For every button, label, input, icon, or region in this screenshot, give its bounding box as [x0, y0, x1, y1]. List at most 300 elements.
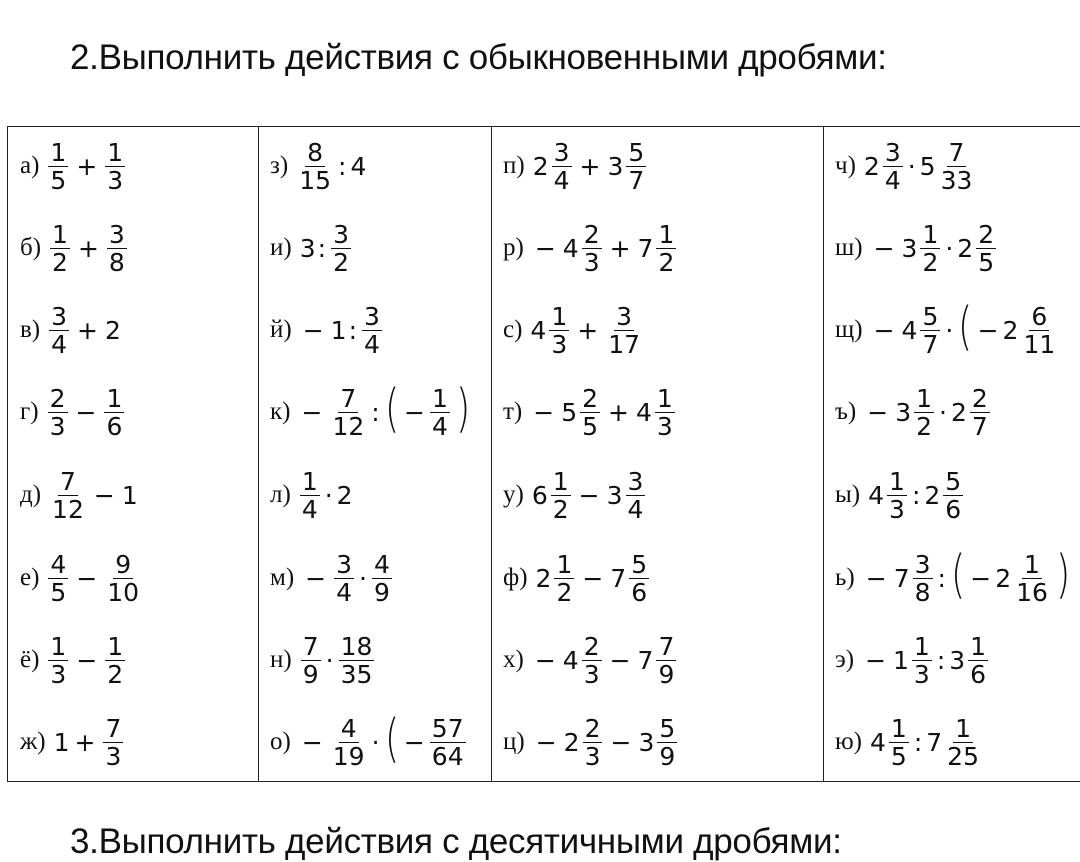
operator: :	[317, 233, 327, 263]
fraction-denominator: 15	[299, 165, 332, 195]
fraction-numerator: 1	[431, 383, 448, 413]
fraction-denominator: 19	[332, 741, 365, 771]
exercise-label: ъ)	[835, 398, 857, 425]
operator: −	[534, 645, 556, 675]
fraction	[582, 221, 602, 276]
exercise-label: н)	[270, 646, 292, 673]
fraction	[626, 468, 646, 523]
fraction-numerator: 5	[922, 301, 939, 331]
fraction-denominator: 6	[631, 577, 648, 607]
whole-number: 3	[607, 151, 624, 181]
operator: −	[305, 563, 327, 593]
fraction	[48, 139, 68, 194]
exercise-label: ч)	[835, 152, 856, 179]
exercise-item	[20, 537, 144, 619]
fraction-denominator: 2	[922, 247, 939, 277]
fraction	[920, 221, 940, 276]
operator: ·	[945, 315, 954, 345]
fraction	[49, 303, 69, 358]
fraction-numerator: 2	[971, 383, 988, 413]
exercise-item	[503, 701, 680, 781]
operator: ·	[359, 563, 367, 593]
fraction	[887, 468, 907, 523]
fraction-numerator: 1	[552, 466, 569, 496]
fraction-numerator: 5	[631, 549, 648, 579]
fraction	[372, 551, 392, 606]
fraction	[913, 551, 933, 606]
exercise-label: й)	[270, 316, 292, 343]
operator: −	[609, 645, 631, 675]
exercise-item	[20, 371, 127, 453]
operator: −	[76, 563, 98, 593]
fraction-numerator: 3	[108, 219, 125, 249]
exercise-item	[20, 207, 130, 289]
fraction-denominator: 3	[584, 741, 601, 771]
fraction-denominator: 3	[105, 741, 122, 771]
exercise-table	[7, 126, 1080, 782]
fraction-numerator: 5	[945, 466, 962, 496]
operator: −	[865, 645, 887, 675]
operator: ·	[945, 233, 954, 263]
fraction-numerator: 1	[922, 219, 939, 249]
fraction-numerator: 6	[1031, 301, 1048, 331]
fraction-denominator: 3	[889, 494, 905, 524]
operator: −	[873, 315, 895, 345]
whole-number: 4	[868, 480, 885, 510]
fraction-denominator: 3	[107, 165, 124, 195]
whole-number: 4	[350, 151, 367, 181]
fraction-numerator: 1	[301, 466, 318, 496]
fraction-denominator: 5	[582, 411, 599, 441]
exercise-item	[503, 619, 679, 701]
whole-number: 7	[893, 563, 910, 593]
exercise-item	[835, 454, 966, 536]
fraction-numerator: 2	[583, 219, 600, 249]
exercise-label: ь)	[835, 564, 855, 591]
exercise-item	[503, 454, 648, 536]
whole-number: 2	[995, 563, 1012, 593]
exercise-item	[270, 207, 354, 289]
fraction-numerator: 7	[340, 383, 357, 413]
exercise-item	[503, 289, 645, 371]
fraction	[339, 633, 375, 688]
operator: ·	[325, 645, 334, 675]
fraction-numerator: 2	[49, 383, 66, 413]
operator: −	[403, 397, 425, 427]
fraction-numerator: 3	[336, 549, 353, 579]
whole-number: 5	[561, 397, 578, 427]
fraction-numerator: 3	[627, 466, 644, 496]
fraction-numerator: 57	[431, 713, 464, 743]
exercise-label: м)	[270, 564, 295, 591]
fraction-numerator: 1	[658, 219, 675, 249]
fraction-denominator: 4	[51, 329, 68, 359]
fraction-numerator: 2	[583, 631, 600, 661]
fraction	[580, 385, 600, 440]
exercise-label: ё)	[20, 646, 40, 673]
fraction-denominator: 8	[914, 577, 931, 607]
operator: +	[609, 233, 631, 263]
fraction-numerator: 3	[333, 219, 349, 249]
fraction-denominator: 2	[552, 494, 569, 524]
fraction	[970, 385, 990, 440]
operator: −	[865, 563, 887, 593]
fraction-numerator: 7	[948, 137, 965, 167]
table-column-1	[8, 127, 259, 781]
fraction	[583, 715, 603, 770]
exercise-item	[503, 207, 679, 289]
fraction	[606, 303, 642, 358]
operator: :	[936, 645, 946, 675]
fraction-numerator: 2	[978, 219, 995, 249]
fraction-denominator: 9	[658, 659, 675, 689]
operator: −	[535, 727, 557, 757]
exercise-label: п)	[503, 152, 525, 179]
fraction-numerator: 2	[584, 713, 601, 743]
exercise-item	[270, 701, 469, 781]
exercise-label: л)	[270, 481, 291, 508]
fraction-denominator: 64	[431, 741, 464, 771]
fraction	[105, 633, 125, 688]
whole-number: 3	[949, 645, 966, 675]
whole-number: 2	[957, 233, 974, 263]
fraction	[430, 715, 466, 770]
operator: ·	[371, 727, 380, 757]
fraction-numerator: 1	[890, 713, 907, 743]
fraction-numerator: 2	[582, 383, 599, 413]
parenthesis: (	[384, 709, 399, 769]
exercise-label: к)	[270, 398, 291, 425]
fraction-numerator: 1	[106, 383, 123, 413]
fraction	[334, 551, 354, 606]
whole-number: 2	[1002, 315, 1019, 345]
fraction	[920, 303, 940, 358]
fraction-denominator: 9	[659, 741, 676, 771]
fraction-denominator: 2	[916, 411, 933, 441]
exercise-label: ы)	[835, 481, 861, 508]
whole-number: 2	[535, 563, 552, 593]
exercise-label: д)	[20, 481, 42, 508]
fraction-denominator: 6	[970, 659, 987, 689]
exercise-label: щ)	[835, 316, 863, 343]
table-column-4	[823, 127, 1080, 781]
operator: −	[533, 397, 555, 427]
fraction	[968, 633, 988, 688]
fraction-denominator: 5	[50, 577, 67, 607]
whole-number: 4	[562, 233, 579, 263]
operator: +	[577, 315, 599, 345]
fraction	[945, 715, 981, 770]
fraction	[50, 468, 86, 523]
task-2-heading: 2.Выполнить действия с обыкновенными дробями:	[70, 38, 887, 77]
operator: +	[74, 727, 96, 757]
operator: +	[77, 233, 99, 263]
exercise-item	[20, 619, 128, 701]
fraction	[50, 221, 70, 276]
task-3-heading: 3.Выполнить действия с десятичными дробями:	[70, 822, 842, 861]
fraction	[48, 633, 68, 688]
operator: −	[873, 233, 895, 263]
whole-number: 2	[950, 397, 967, 427]
fraction	[105, 139, 125, 194]
fraction-denominator: 2	[333, 247, 349, 277]
fraction-numerator: 7	[658, 631, 675, 661]
whole-number: 3	[299, 233, 316, 263]
whole-number: 3	[638, 727, 655, 757]
fraction-denominator: 3	[583, 247, 600, 277]
operator: ·	[907, 151, 916, 181]
exercise-item	[835, 207, 999, 289]
fraction	[655, 385, 675, 440]
fraction-denominator: 6	[106, 411, 123, 441]
fraction	[656, 633, 676, 688]
operator: −	[582, 563, 604, 593]
fraction	[626, 139, 646, 194]
parenthesis: )	[1055, 545, 1071, 605]
whole-number: 6	[531, 480, 548, 510]
fraction-numerator: 5	[628, 137, 645, 167]
fraction	[331, 221, 351, 276]
operator: :	[371, 397, 380, 427]
table-column-2	[258, 127, 492, 781]
exercise-item	[503, 371, 678, 453]
fraction	[48, 551, 68, 606]
operator: +	[76, 151, 98, 181]
exercise-label: о)	[270, 728, 291, 755]
fraction	[430, 385, 450, 440]
whole-number: 2	[105, 315, 121, 345]
fraction-numerator: 1	[52, 219, 68, 249]
fraction-numerator: 1	[107, 137, 124, 167]
exercise-item	[835, 127, 977, 207]
fraction-denominator: 5	[50, 165, 67, 195]
fraction-denominator: 33	[940, 165, 973, 195]
whole-number: 2	[924, 480, 941, 510]
fraction-numerator: 4	[373, 549, 390, 579]
fraction-denominator: 3	[49, 411, 66, 441]
fraction	[104, 385, 124, 440]
whole-number: 2	[563, 727, 580, 757]
fraction	[362, 303, 382, 358]
fraction	[330, 385, 366, 440]
operator: −	[75, 397, 97, 427]
fraction-numerator: 1	[955, 713, 972, 743]
operator: ·	[939, 397, 947, 427]
exercise-item	[270, 454, 353, 536]
fraction-numerator: 1	[970, 631, 987, 661]
fraction-denominator: 25	[947, 741, 979, 771]
fraction	[551, 468, 571, 523]
fraction-numerator: 4	[50, 549, 67, 579]
fraction-numerator: 5	[659, 713, 676, 743]
operator: −	[970, 563, 992, 593]
whole-number: 4	[870, 727, 886, 757]
exercise-item	[835, 701, 984, 781]
fraction-denominator: 3	[50, 659, 67, 689]
operator: −	[403, 727, 425, 757]
operator: −	[76, 645, 98, 675]
fraction-denominator: 4	[301, 494, 318, 524]
fraction	[301, 633, 321, 688]
exercise-item	[20, 127, 128, 207]
exercise-item	[270, 371, 473, 453]
exercise-label: з)	[270, 152, 289, 179]
fraction-denominator: 5	[890, 741, 907, 771]
whole-number: 4	[562, 645, 579, 675]
operator: −	[302, 315, 324, 345]
operator: +	[77, 315, 98, 345]
fraction-denominator: 2	[52, 247, 68, 277]
fraction-numerator: 1	[556, 549, 573, 579]
operator: :	[913, 727, 923, 757]
whole-number: 7	[926, 727, 943, 757]
parenthesis: (	[384, 379, 399, 439]
fraction-denominator: 9	[302, 659, 319, 689]
fraction-denominator: 4	[553, 165, 570, 195]
exercise-label: с)	[503, 316, 523, 343]
whole-number: 7	[637, 233, 654, 263]
exercise-label: ц)	[503, 728, 525, 755]
fraction-denominator: 10	[107, 577, 140, 607]
exercise-label: т)	[503, 398, 523, 425]
exercise-label: а)	[20, 152, 40, 179]
whole-number: 4	[635, 397, 652, 427]
fraction-numerator: 1	[50, 631, 67, 661]
fraction-denominator: 2	[658, 247, 675, 277]
fraction-denominator: 3	[656, 411, 673, 441]
fraction-denominator: 4	[884, 165, 901, 195]
exercise-item	[503, 127, 649, 207]
operator: −	[301, 727, 323, 757]
fraction-numerator: 3	[553, 137, 570, 167]
fraction-numerator: 1	[551, 301, 568, 331]
fraction-denominator: 8	[108, 247, 125, 277]
fraction	[1021, 303, 1057, 358]
fraction	[656, 221, 676, 276]
fraction	[331, 715, 367, 770]
fraction-denominator: 12	[332, 411, 365, 441]
operator: −	[578, 480, 600, 510]
operator: :	[338, 151, 347, 181]
fraction	[889, 715, 909, 770]
whole-number: 1	[53, 727, 70, 757]
fraction	[976, 221, 996, 276]
fraction	[554, 551, 574, 606]
exercise-item	[20, 454, 138, 536]
exercise-item	[270, 619, 377, 701]
exercise-item	[835, 619, 991, 701]
exercise-label: х)	[503, 646, 524, 673]
fraction-denominator: 6	[945, 494, 962, 524]
whole-number: 2	[863, 151, 880, 181]
fraction-denominator: 11	[1023, 329, 1056, 359]
exercise-label: е)	[20, 564, 40, 591]
whole-number: 1	[893, 645, 909, 675]
exercise-label: ю)	[835, 728, 863, 755]
operator: :	[348, 315, 358, 345]
fraction-numerator: 3	[616, 301, 633, 331]
whole-number: 7	[610, 563, 627, 593]
fraction-denominator: 5	[978, 247, 995, 277]
fraction-numerator: 7	[105, 713, 122, 743]
fraction	[552, 139, 572, 194]
fraction-denominator: 3	[583, 659, 600, 689]
fraction	[883, 139, 903, 194]
fraction-numerator: 4	[340, 713, 357, 743]
whole-number: 4	[530, 315, 547, 345]
fraction-denominator: 7	[922, 329, 939, 359]
fraction-denominator: 4	[627, 494, 644, 524]
fraction-denominator: 4	[431, 411, 448, 441]
fraction	[300, 468, 320, 523]
fraction	[107, 221, 127, 276]
fraction-numerator: 1	[50, 137, 67, 167]
whole-number: 2	[532, 151, 549, 181]
fraction	[943, 468, 963, 523]
whole-number: 5	[919, 151, 936, 181]
parenthesis: )	[455, 379, 471, 439]
fraction	[629, 551, 649, 606]
fraction-denominator: 2	[556, 577, 573, 607]
fraction-numerator: 1	[656, 383, 673, 413]
fraction-denominator: 17	[608, 329, 640, 359]
fraction	[297, 139, 333, 194]
exercise-item	[270, 537, 395, 619]
fraction	[48, 385, 68, 440]
whole-number: 3	[606, 480, 623, 510]
fraction-denominator: 2	[107, 659, 124, 689]
fraction-numerator: 3	[884, 137, 901, 167]
whole-number: 4	[901, 315, 918, 345]
fraction-numerator: 1	[916, 383, 933, 413]
fraction-numerator: 1	[107, 631, 124, 661]
operator: −	[534, 233, 556, 263]
exercise-label: в)	[20, 316, 41, 343]
operator: +	[608, 397, 629, 427]
operator: −	[977, 315, 999, 345]
whole-number: 1	[121, 480, 138, 510]
fraction-numerator: 3	[364, 301, 380, 331]
exercise-item	[270, 289, 385, 371]
parenthesis: (	[950, 545, 966, 605]
exercise-label: ж)	[20, 728, 46, 755]
operator: :	[911, 480, 921, 510]
fraction-denominator: 35	[340, 659, 373, 689]
fraction	[912, 633, 932, 688]
fraction-denominator: 3	[551, 329, 568, 359]
table-column-3	[491, 127, 824, 781]
exercise-label: у)	[503, 481, 524, 508]
exercise-label: р)	[503, 234, 524, 261]
fraction	[939, 139, 975, 194]
fraction-denominator: 12	[52, 494, 84, 524]
fraction-numerator: 1	[913, 631, 930, 661]
exercise-item	[270, 127, 366, 207]
fraction-denominator: 7	[628, 165, 645, 195]
fraction-denominator: 3	[913, 659, 930, 689]
fraction-numerator: 3	[51, 301, 68, 331]
exercise-item	[20, 701, 126, 781]
operator: ·	[324, 480, 333, 510]
fraction-numerator: 1	[1024, 549, 1040, 579]
operator: −	[93, 480, 115, 510]
fraction-denominator: 4	[336, 577, 353, 607]
fraction-numerator: 7	[60, 466, 76, 496]
fraction-numerator: 8	[307, 137, 324, 167]
operator: −	[301, 397, 323, 427]
exercise-label: ш)	[835, 234, 863, 261]
exercise-item	[835, 289, 1060, 371]
